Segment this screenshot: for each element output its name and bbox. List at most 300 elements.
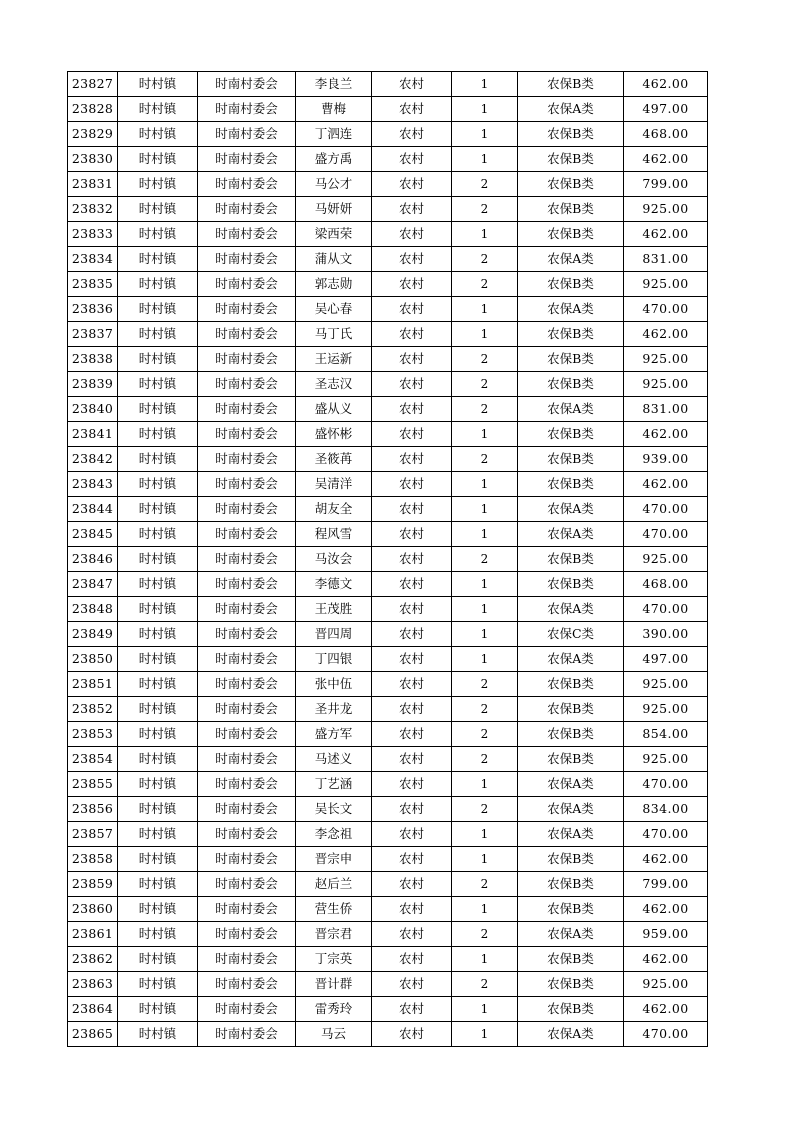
amount-cell: 834.00 [624,797,708,822]
area-type-cell: 农村 [372,347,452,372]
record-id-cell: 23849 [68,622,118,647]
area-type-cell: 农村 [372,172,452,197]
village-committee-cell: 时南村委会 [198,72,296,97]
person-name-cell: 吴心春 [296,297,372,322]
amount-cell: 470.00 [624,497,708,522]
town-cell: 时村镇 [118,172,198,197]
table-row [68,422,708,447]
town-cell: 时村镇 [118,872,198,897]
village-committee-cell: 时南村委会 [198,747,296,772]
table-row [68,247,708,272]
person-name-cell: 吴清洋 [296,472,372,497]
town-cell: 时村镇 [118,322,198,347]
insurance-category-cell: 农保B类 [518,272,624,297]
person-name-cell: 丁艺涵 [296,772,372,797]
amount-cell: 831.00 [624,247,708,272]
household-count-cell: 2 [452,922,518,947]
amount-cell: 925.00 [624,972,708,997]
table-row [68,922,708,947]
town-cell: 时村镇 [118,222,198,247]
village-committee-cell: 时南村委会 [198,447,296,472]
area-type-cell: 农村 [372,897,452,922]
household-count-cell: 1 [452,422,518,447]
table-row [68,297,708,322]
person-name-cell: 马丁氏 [296,322,372,347]
household-count-cell: 1 [452,897,518,922]
town-cell: 时村镇 [118,697,198,722]
record-id-cell: 23843 [68,472,118,497]
amount-cell: 390.00 [624,622,708,647]
record-id-cell: 23848 [68,597,118,622]
amount-cell: 497.00 [624,647,708,672]
insurance-category-cell: 农保A类 [518,497,624,522]
table-row [68,997,708,1022]
insurance-category-cell: 农保B类 [518,672,624,697]
person-name-cell: 盛怀彬 [296,422,372,447]
record-id-cell: 23831 [68,172,118,197]
household-count-cell: 1 [452,597,518,622]
town-cell: 时村镇 [118,472,198,497]
person-name-cell: 胡友全 [296,497,372,522]
insurance-category-cell: 农保A类 [518,822,624,847]
table-row [68,497,708,522]
town-cell: 时村镇 [118,647,198,672]
person-name-cell: 郭志勋 [296,272,372,297]
amount-cell: 959.00 [624,922,708,947]
table-row [68,172,708,197]
insurance-category-cell: 农保B类 [518,872,624,897]
table-row [68,522,708,547]
table-row [68,847,708,872]
village-committee-cell: 时南村委会 [198,247,296,272]
household-count-cell: 1 [452,647,518,672]
insurance-category-cell: 农保B类 [518,147,624,172]
area-type-cell: 农村 [372,272,452,297]
household-count-cell: 2 [452,447,518,472]
insurance-category-cell: 农保B类 [518,222,624,247]
table-row [68,122,708,147]
insurance-category-cell: 农保B类 [518,122,624,147]
person-name-cell: 圣筱苒 [296,447,372,472]
insurance-category-cell: 农保B类 [518,172,624,197]
insurance-category-cell: 农保B类 [518,972,624,997]
record-id-cell: 23838 [68,347,118,372]
household-count-cell: 2 [452,672,518,697]
village-committee-cell: 时南村委会 [198,222,296,247]
table-row [68,447,708,472]
person-name-cell: 盛方禹 [296,147,372,172]
town-cell: 时村镇 [118,522,198,547]
record-id-cell: 23850 [68,647,118,672]
table-row [68,272,708,297]
amount-cell: 925.00 [624,347,708,372]
household-count-cell: 1 [452,222,518,247]
area-type-cell: 农村 [372,197,452,222]
record-id-cell: 23851 [68,672,118,697]
person-name-cell: 张中伍 [296,672,372,697]
amount-cell: 925.00 [624,272,708,297]
insurance-category-cell: 农保A类 [518,97,624,122]
area-type-cell: 农村 [372,447,452,472]
amount-cell: 497.00 [624,97,708,122]
person-name-cell: 蒲从文 [296,247,372,272]
record-id-cell: 23852 [68,697,118,722]
person-name-cell: 雷秀玲 [296,997,372,1022]
amount-cell: 799.00 [624,172,708,197]
record-id-cell: 23834 [68,247,118,272]
amount-cell: 470.00 [624,297,708,322]
table-row [68,72,708,97]
household-count-cell: 1 [452,1022,518,1047]
record-id-cell: 23840 [68,397,118,422]
insurance-category-cell: 农保A类 [518,1022,624,1047]
village-committee-cell: 时南村委会 [198,972,296,997]
person-name-cell: 李德文 [296,572,372,597]
person-name-cell: 马云 [296,1022,372,1047]
table-row [68,897,708,922]
person-name-cell: 马汝会 [296,547,372,572]
village-committee-cell: 时南村委会 [198,922,296,947]
table-row [68,97,708,122]
town-cell: 时村镇 [118,572,198,597]
insurance-category-cell: 农保B类 [518,197,624,222]
amount-cell: 470.00 [624,772,708,797]
record-id-cell: 23859 [68,872,118,897]
village-committee-cell: 时南村委会 [198,572,296,597]
area-type-cell: 农村 [372,1022,452,1047]
record-id-cell: 23845 [68,522,118,547]
town-cell: 时村镇 [118,672,198,697]
town-cell: 时村镇 [118,197,198,222]
town-cell: 时村镇 [118,847,198,872]
village-committee-cell: 时南村委会 [198,722,296,747]
village-committee-cell: 时南村委会 [198,347,296,372]
record-id-cell: 23853 [68,722,118,747]
household-count-cell: 2 [452,547,518,572]
household-count-cell: 2 [452,272,518,297]
village-committee-cell: 时南村委会 [198,322,296,347]
person-name-cell: 程风雪 [296,522,372,547]
town-cell: 时村镇 [118,72,198,97]
table-row [68,222,708,247]
area-type-cell: 农村 [372,97,452,122]
amount-cell: 925.00 [624,547,708,572]
village-committee-cell: 时南村委会 [198,197,296,222]
record-id-cell: 23846 [68,547,118,572]
area-type-cell: 农村 [372,522,452,547]
village-committee-cell: 时南村委会 [198,547,296,572]
area-type-cell: 农村 [372,872,452,897]
record-id-cell: 23863 [68,972,118,997]
area-type-cell: 农村 [372,122,452,147]
village-committee-cell: 时南村委会 [198,672,296,697]
area-type-cell: 农村 [372,422,452,447]
town-cell: 时村镇 [118,447,198,472]
village-committee-cell: 时南村委会 [198,147,296,172]
amount-cell: 854.00 [624,722,708,747]
town-cell: 时村镇 [118,1022,198,1047]
household-count-cell: 1 [452,97,518,122]
town-cell: 时村镇 [118,422,198,447]
household-count-cell: 2 [452,197,518,222]
record-id-cell: 23854 [68,747,118,772]
village-committee-cell: 时南村委会 [198,997,296,1022]
record-id-cell: 23829 [68,122,118,147]
household-count-cell: 1 [452,772,518,797]
table-row [68,322,708,347]
village-committee-cell: 时南村委会 [198,822,296,847]
village-committee-cell: 时南村委会 [198,122,296,147]
insurance-category-cell: 农保B类 [518,322,624,347]
town-cell: 时村镇 [118,622,198,647]
area-type-cell: 农村 [372,747,452,772]
insurance-category-cell: 农保B类 [518,947,624,972]
table-row [68,947,708,972]
insurance-category-cell: 农保B类 [518,697,624,722]
insurance-category-cell: 农保B类 [518,847,624,872]
amount-cell: 462.00 [624,997,708,1022]
insurance-category-cell: 农保B类 [518,422,624,447]
amount-cell: 925.00 [624,697,708,722]
person-name-cell: 马妍妍 [296,197,372,222]
table-row [68,372,708,397]
benefit-roster-table [67,71,708,1047]
insurance-category-cell: 农保A类 [518,397,624,422]
roster-body [68,72,708,1047]
area-type-cell: 农村 [372,372,452,397]
table-row [68,347,708,372]
town-cell: 时村镇 [118,722,198,747]
amount-cell: 468.00 [624,572,708,597]
town-cell: 时村镇 [118,597,198,622]
area-type-cell: 农村 [372,72,452,97]
insurance-category-cell: 农保B类 [518,997,624,1022]
record-id-cell: 23836 [68,297,118,322]
insurance-category-cell: 农保A类 [518,772,624,797]
record-id-cell: 23844 [68,497,118,522]
village-committee-cell: 时南村委会 [198,697,296,722]
insurance-category-cell: 农保B类 [518,572,624,597]
village-committee-cell: 时南村委会 [198,947,296,972]
insurance-category-cell: 农保A类 [518,797,624,822]
amount-cell: 470.00 [624,1022,708,1047]
area-type-cell: 农村 [372,797,452,822]
area-type-cell: 农村 [372,997,452,1022]
household-count-cell: 1 [452,847,518,872]
insurance-category-cell: 农保B类 [518,547,624,572]
area-type-cell: 农村 [372,722,452,747]
insurance-category-cell: 农保B类 [518,722,624,747]
household-count-cell: 1 [452,122,518,147]
area-type-cell: 农村 [372,697,452,722]
household-count-cell: 2 [452,797,518,822]
person-name-cell: 晋计群 [296,972,372,997]
record-id-cell: 23861 [68,922,118,947]
household-count-cell: 2 [452,247,518,272]
town-cell: 时村镇 [118,772,198,797]
record-id-cell: 23837 [68,322,118,347]
household-count-cell: 1 [452,522,518,547]
record-id-cell: 23858 [68,847,118,872]
area-type-cell: 农村 [372,147,452,172]
amount-cell: 925.00 [624,747,708,772]
person-name-cell: 营生侨 [296,897,372,922]
person-name-cell: 丁泗连 [296,122,372,147]
town-cell: 时村镇 [118,972,198,997]
village-committee-cell: 时南村委会 [198,847,296,872]
insurance-category-cell: 农保A类 [518,922,624,947]
table-row [68,1022,708,1047]
town-cell: 时村镇 [118,97,198,122]
town-cell: 时村镇 [118,822,198,847]
household-count-cell: 2 [452,747,518,772]
record-id-cell: 23855 [68,772,118,797]
town-cell: 时村镇 [118,122,198,147]
amount-cell: 925.00 [624,197,708,222]
table-row [68,697,708,722]
amount-cell: 939.00 [624,447,708,472]
village-committee-cell: 时南村委会 [198,97,296,122]
amount-cell: 462.00 [624,222,708,247]
insurance-category-cell: 农保B类 [518,72,624,97]
record-id-cell: 23833 [68,222,118,247]
area-type-cell: 农村 [372,472,452,497]
town-cell: 时村镇 [118,547,198,572]
table-row [68,547,708,572]
town-cell: 时村镇 [118,397,198,422]
table-row [68,572,708,597]
record-id-cell: 23841 [68,422,118,447]
area-type-cell: 农村 [372,772,452,797]
village-committee-cell: 时南村委会 [198,647,296,672]
household-count-cell: 2 [452,347,518,372]
town-cell: 时村镇 [118,947,198,972]
household-count-cell: 1 [452,297,518,322]
household-count-cell: 1 [452,472,518,497]
table-row [68,147,708,172]
record-id-cell: 23847 [68,572,118,597]
village-committee-cell: 时南村委会 [198,797,296,822]
insurance-category-cell: 农保B类 [518,897,624,922]
table-row [68,672,708,697]
person-name-cell: 盛方军 [296,722,372,747]
insurance-category-cell: 农保B类 [518,747,624,772]
village-committee-cell: 时南村委会 [198,297,296,322]
table-row [68,972,708,997]
household-count-cell: 2 [452,697,518,722]
record-id-cell: 23839 [68,372,118,397]
insurance-category-cell: 农保A类 [518,297,624,322]
village-committee-cell: 时南村委会 [198,897,296,922]
amount-cell: 462.00 [624,72,708,97]
person-name-cell: 马述义 [296,747,372,772]
town-cell: 时村镇 [118,297,198,322]
insurance-category-cell: 农保B类 [518,347,624,372]
village-committee-cell: 时南村委会 [198,497,296,522]
area-type-cell: 农村 [372,672,452,697]
person-name-cell: 吴长文 [296,797,372,822]
household-count-cell: 2 [452,972,518,997]
record-id-cell: 23835 [68,272,118,297]
area-type-cell: 农村 [372,597,452,622]
insurance-category-cell: 农保A类 [518,647,624,672]
record-id-cell: 23865 [68,1022,118,1047]
person-name-cell: 晋四周 [296,622,372,647]
amount-cell: 462.00 [624,322,708,347]
household-count-cell: 2 [452,397,518,422]
amount-cell: 462.00 [624,947,708,972]
household-count-cell: 1 [452,572,518,597]
insurance-category-cell: 农保A类 [518,247,624,272]
village-committee-cell: 时南村委会 [198,597,296,622]
amount-cell: 470.00 [624,522,708,547]
person-name-cell: 圣井龙 [296,697,372,722]
area-type-cell: 农村 [372,222,452,247]
village-committee-cell: 时南村委会 [198,522,296,547]
town-cell: 时村镇 [118,997,198,1022]
insurance-category-cell: 农保B类 [518,447,624,472]
village-committee-cell: 时南村委会 [198,422,296,447]
record-id-cell: 23827 [68,72,118,97]
table-row [68,647,708,672]
area-type-cell: 农村 [372,247,452,272]
area-type-cell: 农村 [372,572,452,597]
amount-cell: 462.00 [624,897,708,922]
village-committee-cell: 时南村委会 [198,772,296,797]
area-type-cell: 农村 [372,847,452,872]
person-name-cell: 李良兰 [296,72,372,97]
village-committee-cell: 时南村委会 [198,622,296,647]
person-name-cell: 晋宗申 [296,847,372,872]
record-id-cell: 23832 [68,197,118,222]
household-count-cell: 1 [452,497,518,522]
area-type-cell: 农村 [372,497,452,522]
person-name-cell: 赵后兰 [296,872,372,897]
village-committee-cell: 时南村委会 [198,372,296,397]
amount-cell: 470.00 [624,822,708,847]
area-type-cell: 农村 [372,822,452,847]
table-row [68,197,708,222]
town-cell: 时村镇 [118,247,198,272]
table-row [68,397,708,422]
table-row [68,722,708,747]
person-name-cell: 盛从义 [296,397,372,422]
area-type-cell: 农村 [372,947,452,972]
person-name-cell: 梁西荣 [296,222,372,247]
area-type-cell: 农村 [372,297,452,322]
village-committee-cell: 时南村委会 [198,397,296,422]
amount-cell: 462.00 [624,847,708,872]
amount-cell: 925.00 [624,672,708,697]
record-id-cell: 23862 [68,947,118,972]
town-cell: 时村镇 [118,897,198,922]
record-id-cell: 23842 [68,447,118,472]
village-committee-cell: 时南村委会 [198,472,296,497]
area-type-cell: 农村 [372,922,452,947]
record-id-cell: 23864 [68,997,118,1022]
household-count-cell: 1 [452,72,518,97]
town-cell: 时村镇 [118,797,198,822]
area-type-cell: 农村 [372,972,452,997]
household-count-cell: 2 [452,172,518,197]
amount-cell: 468.00 [624,122,708,147]
record-id-cell: 23830 [68,147,118,172]
area-type-cell: 农村 [372,397,452,422]
household-count-cell: 1 [452,147,518,172]
amount-cell: 831.00 [624,397,708,422]
amount-cell: 462.00 [624,422,708,447]
village-committee-cell: 时南村委会 [198,172,296,197]
